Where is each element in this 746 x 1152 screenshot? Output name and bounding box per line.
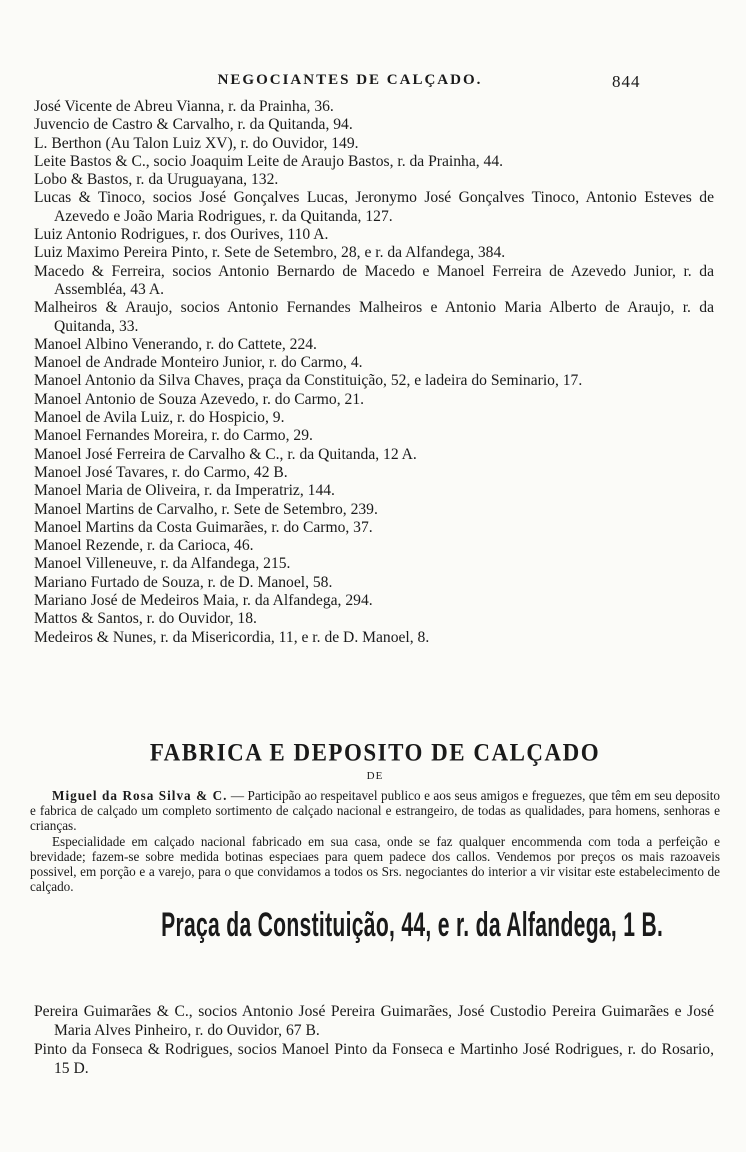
advertisement-paragraph: Especialidade em calçado nacional fabricado em sua casa, onde se faz qualquer encommenda com toda a perfeição e brevidade; fazem-se sobre medida botinas especiaes para quem padece dos callos. Vendemos por preços os mais razoaveis possivel, em porção e a varejo, para o que convidamos a todos os Srs. negociantes do interior a vir visitar este estabelecimento de calçado. <box>30 833 720 895</box>
list-item: Malheiros & Araujo, socios Antonio Fernandes Malheiros e Antonio Maria Alberto de Araujo, r. da Quitanda, 33. <box>34 299 714 335</box>
list-item: Lucas & Tinoco, socios José Gonçalves Lucas, Jeronymo José Gonçalves Tinoco, Antonio Esteves de Azevedo e João Maria Rodrigues, r. da Quitanda, 127. <box>34 189 714 225</box>
list-item: Pereira Guimarães & C., socios Antonio José Pereira Guimarães, José Custodio Pereira Guimarães e José Maria Alves Pinheiro, r. do Ouvidor, 67 B. <box>34 1003 714 1039</box>
list-item: Manoel José Ferreira de Carvalho & C., r. da Quitanda, 12 A. <box>34 445 417 463</box>
list-item: Luiz Antonio Rodrigues, r. dos Ourives, 110 A. <box>34 226 329 244</box>
list-item: Medeiros & Nunes, r. da Misericordia, 11, e r. de D. Manoel, 8. <box>34 628 430 646</box>
merchant-list-continued <box>34 1002 714 1078</box>
list-item: Manoel Antonio da Silva Chaves, praça da Constituição, 52, e ladeira do Seminario, 17. <box>34 372 583 390</box>
list-item: Lobo & Bastos, r. da Uruguayana, 132. <box>34 171 279 189</box>
page-header <box>0 62 746 96</box>
list-item: L. Berthon (Au Talon Luiz XV), r. do Ouvidor, 149. <box>34 134 359 152</box>
merchant-list <box>34 98 714 647</box>
advertisement-paragraph-text: — Participão ao respeitavel publico e aos seus amigos e freguezes, que têm em seu deposito e fabrica de calçado um completo sortimento de calçado nacional e estrangeiro, de todas as qualidades, para homens, senhoras e crianças. <box>30 788 721 834</box>
list-item: Manoel Villeneuve, r. da Alfandega, 215. <box>34 555 291 573</box>
list-item: Manoel José Tavares, r. do Carmo, 42 B. <box>34 463 288 481</box>
advertisement-preposition: DE <box>366 770 384 782</box>
list-item: Leite Bastos & C., socio Joaquim Leite de Araujo Bastos, r. da Prainha, 44. <box>34 152 504 170</box>
list-item: Mariano José de Medeiros Maia, r. da Alfandega, 294. <box>34 592 373 610</box>
page-number: 844 <box>612 72 641 91</box>
list-item: Manoel Rezende, r. da Carioca, 46. <box>34 537 254 555</box>
advertisement-body <box>30 788 720 894</box>
section-title: NEGOCIANTES DE CALÇADO. <box>217 72 483 88</box>
list-item: Luiz Maximo Pereira Pinto, r. Sete de Setembro, 28, e r. da Alfandega, 384. <box>34 244 506 262</box>
list-item: Mariano Furtado de Souza, r. de D. Manoel, 58. <box>34 573 333 591</box>
advertisement-owner: Miguel da Rosa Silva & C. <box>52 788 228 803</box>
list-item: Pinto da Fonseca & Rodrigues, socios Manoel Pinto da Fonseca e Martinho José Rodrigues, r. do Rosario, 15 D. <box>34 1041 714 1077</box>
list-item: Juvencio de Castro & Carvalho, r. da Quitanda, 94. <box>34 116 353 134</box>
list-item: Manoel de Andrade Monteiro Junior, r. do Carmo, 4. <box>34 354 363 372</box>
list-item: Macedo & Ferreira, socios Antonio Bernardo de Macedo e Manoel Ferreira de Azevedo Junior, r. da Assembléa, 43 A. <box>34 262 714 298</box>
advertisement-address: Praça da Constituição, 44, e r. da Alfandega, 1 B. <box>161 906 664 945</box>
list-item: Manoel Fernandes Moreira, r. do Carmo, 29. <box>34 427 313 445</box>
list-item: Manoel Antonio de Souza Azevedo, r. do Carmo, 21. <box>34 390 365 408</box>
list-item: Manoel Maria de Oliveira, r. da Imperatriz, 144. <box>34 482 335 500</box>
list-item: Manoel Albino Venerando, r. do Cattete, 224. <box>34 335 317 353</box>
advertisement-paragraph <box>30 788 720 834</box>
list-item: Manoel de Avila Luiz, r. do Hospicio, 9. <box>34 409 285 427</box>
list-item: Manoel Martins de Carvalho, r. Sete de Setembro, 239. <box>34 500 378 518</box>
list-item: José Vicente de Abreu Vianna, r. da Prainha, 36. <box>34 98 334 115</box>
factory-advertisement <box>30 740 720 944</box>
list-item: Manoel Martins da Costa Guimarães, r. do Carmo, 37. <box>34 518 373 536</box>
advertisement-title: FABRICA E DEPOSITO DE CALÇADO <box>149 738 601 766</box>
list-item: Mattos & Santos, r. do Ouvidor, 18. <box>34 610 257 628</box>
